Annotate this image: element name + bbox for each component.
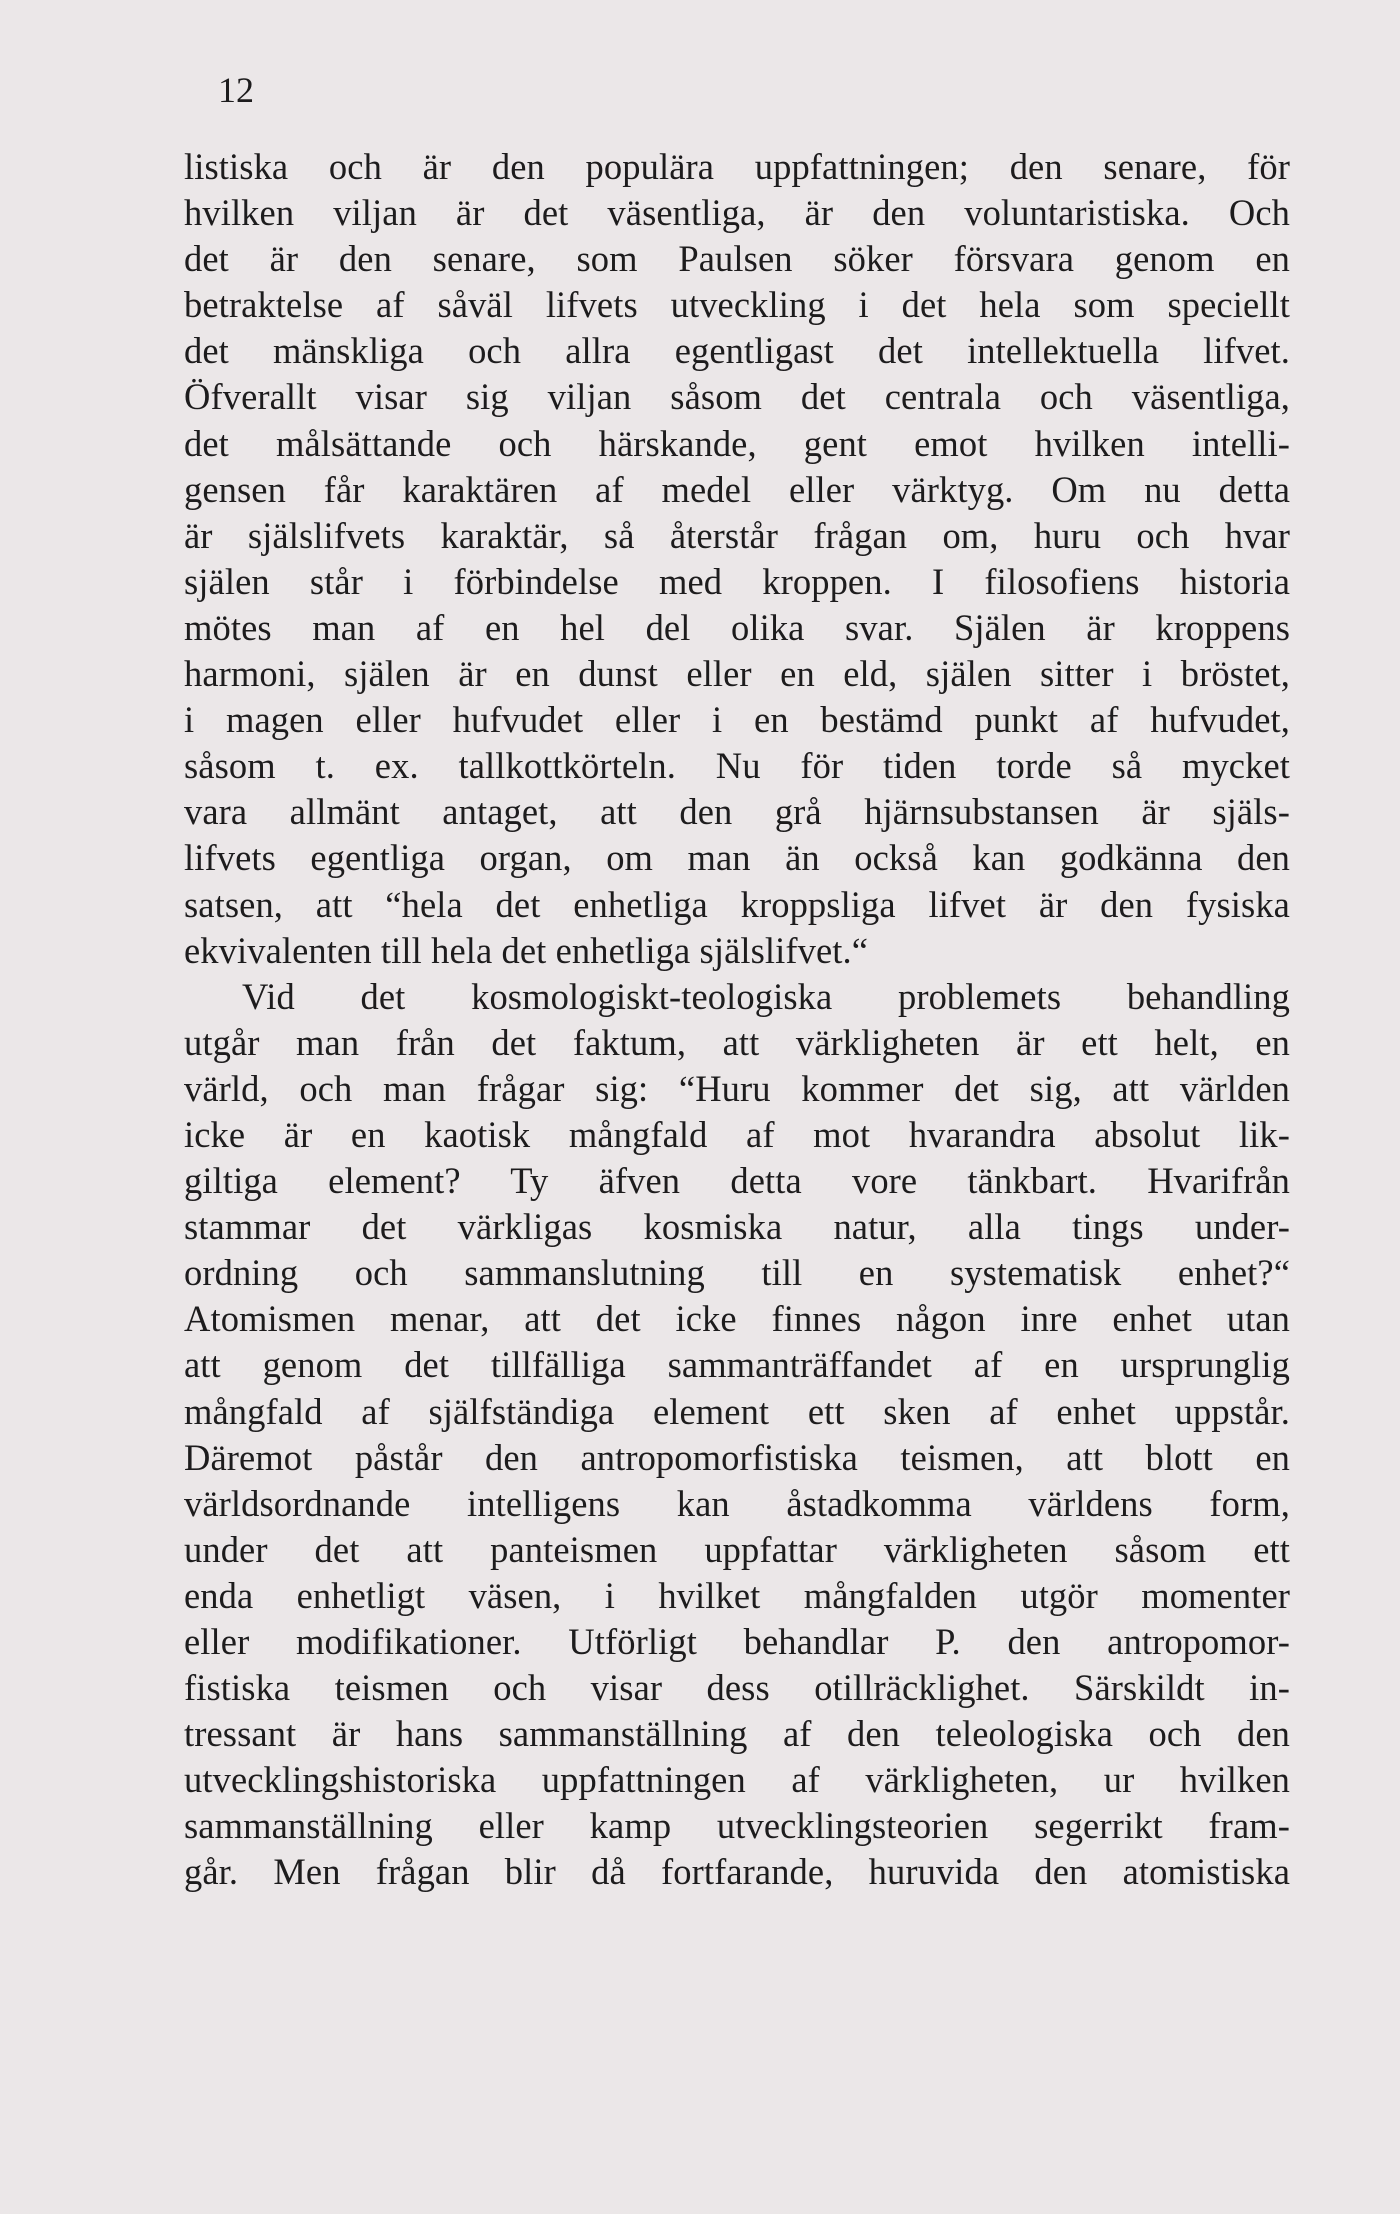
text-line: Vid det kosmologiskt-teologiska problemets behandling (242, 975, 1290, 1017)
text-line: i magen eller hufvudet eller i en bestämd punkt af hufvudet, (184, 699, 1290, 741)
body-text (184, 144, 1290, 1896)
text-line: utvecklingshistoriska uppfattningen af värkligheten, ur hvilken (184, 1759, 1290, 1801)
text-line: ordning och sammanslutning till en systematisk enhet?“ (184, 1252, 1290, 1294)
text-line: gensen får karaktären af medel eller värktyg. Om nu detta (184, 468, 1290, 510)
text-line: mångfald af själfständiga element ett sken af enhet uppstår. (184, 1390, 1290, 1432)
text-line: är själslifvets karaktär, så återstår frågan om, huru och hvar (184, 514, 1290, 556)
text-line: går. Men frågan blir då fortfarande, huruvida den atomistiska (184, 1851, 1290, 1893)
text-line: ekvivalenten till hela det enhetliga själslifvet.“ (184, 929, 869, 971)
text-line: under det att panteismen uppfattar värkligheten såsom ett (184, 1528, 1290, 1570)
text-line: världsordnande intelligens kan åstadkomma världens form, (184, 1482, 1290, 1524)
text-line: Öfverallt visar sig viljan såsom det centrala och väsentliga, (184, 376, 1290, 418)
text-line: Atomismen menar, att det icke finnes någon inre enhet utan (184, 1298, 1290, 1340)
text-line: sammanställning eller kamp utvecklingsteorien segerrikt fram- (184, 1805, 1290, 1847)
text-line: att genom det tillfälliga sammanträffandet af en ursprunglig (184, 1344, 1290, 1386)
text-line: tressant är hans sammanställning af den teleologiska och den (184, 1713, 1290, 1755)
text-line: icke är en kaotisk mångfald af mot hvarandra absolut lik- (184, 1113, 1290, 1155)
text-line: harmoni, själen är en dunst eller en eld, själen sitter i bröstet, (184, 653, 1290, 695)
text-line: det är den senare, som Paulsen söker försvara genom en (184, 238, 1290, 280)
text-line: Däremot påstår den antropomorfistiska teismen, att blott en (184, 1436, 1290, 1478)
text-line: mötes man af en hel del olika svar. Själen är kroppens (184, 606, 1290, 648)
text-line: värld, och man frågar sig: “Huru kommer det sig, att världen (184, 1067, 1290, 1109)
text-line: enda enhetligt väsen, i hvilket mångfalden utgör momenter (184, 1574, 1290, 1616)
text-line: fistiska teismen och visar dess otillräcklighet. Särskildt in- (184, 1667, 1290, 1709)
text-line: såsom t. ex. tallkottkörteln. Nu för tiden torde så mycket (184, 745, 1290, 787)
text-line: lifvets egentliga organ, om man än också kan godkänna den (184, 837, 1290, 879)
text-line: stammar det värkligas kosmiska natur, alla tings under- (184, 1206, 1290, 1248)
text-line: själen står i förbindelse med kroppen. I filosofiens historia (184, 560, 1290, 602)
text-line: betraktelse af såväl lifvets utveckling i det hela som speciellt (184, 284, 1290, 326)
text-line: listiska och är den populära uppfattningen; den senare, för (184, 146, 1290, 187)
text-line: hvilken viljan är det väsentliga, är den voluntaristiska. Och (184, 192, 1290, 234)
text-line: satsen, att “hela det enhetliga kroppsliga lifvet är den fysiska (184, 883, 1290, 925)
text-line: det mänskliga och allra egentligast det intellektuella lifvet. (184, 330, 1290, 372)
text-line: utgår man från det faktum, att värkligheten är ett helt, en (184, 1021, 1290, 1063)
text-line: giltiga element? Ty äfven detta vore tänkbart. Hvarifrån (184, 1160, 1290, 1202)
text-line: vara allmänt antaget, att den grå hjärnsubstansen är själs- (184, 791, 1290, 833)
text-line: det målsättande och härskande, gent emot hvilken intelli- (184, 422, 1290, 464)
text-line: eller modifikationer. Utförligt behandlar P. den antropomor- (184, 1621, 1290, 1662)
page-number: 12 (218, 70, 254, 110)
